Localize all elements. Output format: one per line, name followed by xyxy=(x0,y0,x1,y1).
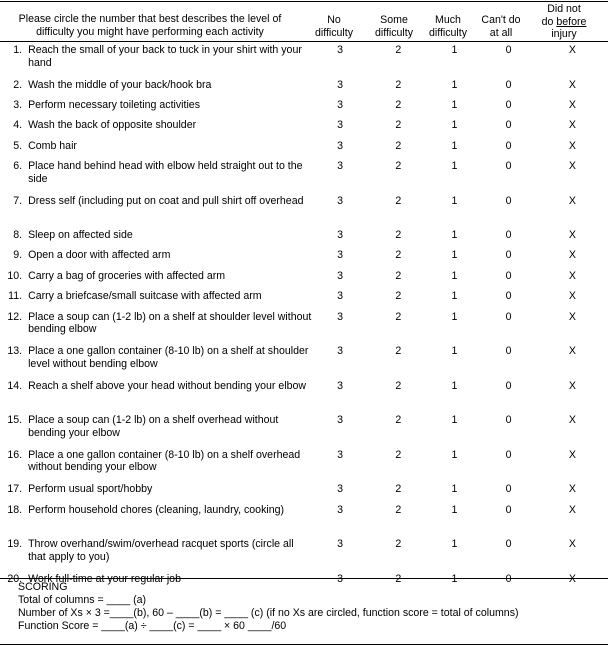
value-did-not-do[interactable]: X xyxy=(568,98,576,111)
column-header-line: difficulty xyxy=(374,26,414,39)
value-cant-do[interactable]: 0 xyxy=(505,194,512,207)
value-no-difficulty[interactable]: 3 xyxy=(337,44,344,56)
value-no-difficulty[interactable]: 3 xyxy=(337,139,344,152)
activity-row xyxy=(0,99,608,119)
activity-description: Carry a bag of groceries with affected arm xyxy=(28,269,226,282)
column-header-emphasis: before xyxy=(556,15,587,28)
value-some-difficulty[interactable]: 2 xyxy=(395,229,402,242)
value-cant-do[interactable]: 0 xyxy=(505,448,512,461)
value-much-difficulty[interactable]: 1 xyxy=(451,483,458,496)
value-did-not-do[interactable]: X xyxy=(568,139,576,152)
value-some-difficulty[interactable]: 2 xyxy=(395,345,402,358)
column-header-did-not-do xyxy=(532,3,596,41)
value-some-difficulty[interactable]: 2 xyxy=(395,160,402,173)
value-cant-do[interactable]: 0 xyxy=(505,538,512,551)
value-much-difficulty[interactable]: 1 xyxy=(451,249,458,262)
scoring-section xyxy=(18,581,603,633)
value-some-difficulty[interactable]: 2 xyxy=(395,414,402,427)
column-header-some-difficulty xyxy=(366,14,422,39)
header-rule xyxy=(0,41,608,42)
value-some-difficulty[interactable]: 2 xyxy=(395,310,402,323)
activity-row xyxy=(0,270,608,290)
value-did-not-do[interactable]: X xyxy=(568,44,576,56)
value-did-not-do[interactable]: X xyxy=(568,310,576,323)
activity-number: 15. xyxy=(7,414,23,427)
value-did-not-do[interactable]: X xyxy=(568,249,576,262)
scoring-title: SCORING xyxy=(18,581,68,593)
value-did-not-do[interactable]: X xyxy=(568,229,576,242)
activity-description: Carry a briefcase/small suitcase with affected arm xyxy=(28,290,262,303)
value-no-difficulty[interactable]: 3 xyxy=(337,160,344,173)
activity-description: Throw overhand/swim/overhead racquet sports (circle all that apply to you) xyxy=(28,538,294,563)
value-cant-do[interactable]: 0 xyxy=(505,139,512,152)
value-much-difficulty[interactable]: 1 xyxy=(451,194,458,207)
value-much-difficulty[interactable]: 1 xyxy=(451,119,458,132)
value-cant-do[interactable]: 0 xyxy=(505,78,512,91)
value-no-difficulty[interactable]: 3 xyxy=(337,538,344,551)
value-cant-do[interactable]: 0 xyxy=(505,414,512,427)
column-header-line: do xyxy=(541,15,557,28)
scoring-line-total: Total of columns = ____ (a) xyxy=(18,593,147,606)
value-some-difficulty[interactable]: 2 xyxy=(395,249,402,262)
header-instruction: Please circle the number that best describes the level of difficulty you might have performing each activity xyxy=(18,13,282,38)
value-some-difficulty[interactable]: 2 xyxy=(395,44,402,56)
activity-row xyxy=(0,119,608,139)
value-cant-do[interactable]: 0 xyxy=(505,249,512,262)
value-no-difficulty[interactable]: 3 xyxy=(337,119,344,132)
value-some-difficulty[interactable]: 2 xyxy=(395,269,402,282)
activity-table xyxy=(0,44,608,593)
activity-description: Place hand behind head with elbow held straight out to the side xyxy=(28,160,303,185)
value-much-difficulty[interactable]: 1 xyxy=(451,229,458,242)
value-cant-do[interactable]: 0 xyxy=(505,483,512,496)
value-some-difficulty[interactable]: 2 xyxy=(395,194,402,207)
activity-description: Place a one gallon container (8-10 lb) on a shelf overhead without bending your elbow xyxy=(28,448,301,474)
value-some-difficulty[interactable]: 2 xyxy=(395,538,402,551)
activity-description: Place a soup can (1-2 lb) on a shelf at shoulder level without bending elbow xyxy=(28,310,312,336)
activity-table-body xyxy=(0,44,608,593)
value-some-difficulty[interactable]: 2 xyxy=(395,98,402,111)
bottom-rule xyxy=(0,644,608,645)
value-much-difficulty[interactable]: 1 xyxy=(451,290,458,303)
column-header-line: Did not xyxy=(547,3,581,15)
value-did-not-do[interactable]: X xyxy=(568,414,576,427)
value-cant-do[interactable]: 0 xyxy=(505,160,512,173)
value-cant-do[interactable]: 0 xyxy=(505,269,512,282)
column-header-line: injury xyxy=(551,28,577,40)
activity-description: Perform usual sport/hobby xyxy=(28,483,153,496)
activity-row xyxy=(0,160,608,195)
column-header-no-difficulty xyxy=(306,14,362,39)
value-did-not-do[interactable]: X xyxy=(568,448,576,461)
activity-row xyxy=(0,290,608,310)
value-no-difficulty[interactable]: 3 xyxy=(337,194,344,207)
activity-description: Wash the middle of your back/hook bra xyxy=(28,78,212,91)
activity-number: 2. xyxy=(13,78,23,91)
value-cant-do[interactable]: 0 xyxy=(505,503,512,516)
column-header-line: Some xyxy=(380,14,408,26)
value-much-difficulty[interactable]: 1 xyxy=(451,503,458,516)
value-no-difficulty[interactable]: 3 xyxy=(337,310,344,323)
value-much-difficulty[interactable]: 1 xyxy=(451,448,458,461)
activity-row xyxy=(0,195,608,230)
value-no-difficulty[interactable]: 3 xyxy=(337,249,344,262)
scoring-line-function-score: Function Score = ____(a) ÷ ____(c) = ____ × 60 ____/60 xyxy=(18,619,287,632)
value-some-difficulty[interactable]: 2 xyxy=(395,483,402,496)
value-much-difficulty[interactable]: 1 xyxy=(451,538,458,551)
value-much-difficulty[interactable]: 1 xyxy=(451,78,458,91)
column-header-line: No xyxy=(327,14,341,26)
value-much-difficulty[interactable]: 1 xyxy=(451,345,458,358)
value-no-difficulty[interactable]: 3 xyxy=(337,78,344,91)
top-rule xyxy=(0,1,608,2)
activity-row xyxy=(0,249,608,269)
activity-description: Sleep on affected side xyxy=(28,229,133,242)
activity-number: 7. xyxy=(13,194,23,207)
value-much-difficulty[interactable]: 1 xyxy=(451,44,458,56)
value-cant-do[interactable]: 0 xyxy=(505,229,512,242)
value-much-difficulty[interactable]: 1 xyxy=(451,139,458,152)
value-much-difficulty[interactable]: 1 xyxy=(451,160,458,173)
value-cant-do[interactable]: 0 xyxy=(505,44,512,56)
activity-number: 13. xyxy=(7,345,23,358)
activity-description: Place a soup can (1-2 lb) on a shelf overhead without bending your elbow xyxy=(28,414,279,439)
value-no-difficulty[interactable]: 3 xyxy=(337,503,344,516)
value-cant-do[interactable]: 0 xyxy=(505,98,512,111)
value-no-difficulty[interactable]: 3 xyxy=(337,483,344,496)
value-much-difficulty[interactable]: 1 xyxy=(451,310,458,323)
value-no-difficulty[interactable]: 3 xyxy=(337,448,344,461)
value-cant-do[interactable]: 0 xyxy=(505,119,512,132)
activity-number: 4. xyxy=(13,119,23,132)
value-cant-do[interactable]: 0 xyxy=(505,379,512,392)
activity-number: 8. xyxy=(13,229,23,242)
value-some-difficulty[interactable]: 2 xyxy=(395,139,402,152)
value-some-difficulty[interactable]: 2 xyxy=(395,448,402,461)
activity-row xyxy=(0,345,608,380)
activity-number: 19. xyxy=(7,538,23,551)
activity-number: 18. xyxy=(7,503,23,516)
activity-number: 5. xyxy=(13,139,23,152)
activity-number: 3. xyxy=(13,98,23,111)
activity-number: 14. xyxy=(7,379,23,392)
activity-row xyxy=(0,449,608,484)
activity-description: Reach the small of your back to tuck in your shirt with your hand xyxy=(28,44,302,69)
activity-number: 1. xyxy=(13,44,23,56)
activity-number: 17. xyxy=(7,483,23,496)
activity-number: 6. xyxy=(13,160,23,173)
value-did-not-do[interactable]: X xyxy=(568,345,576,358)
value-did-not-do[interactable]: X xyxy=(568,483,576,496)
activity-row xyxy=(0,311,608,346)
value-much-difficulty[interactable]: 1 xyxy=(451,98,458,111)
value-no-difficulty[interactable]: 3 xyxy=(337,379,344,392)
activity-number: 12. xyxy=(7,310,23,323)
activity-number: 10. xyxy=(7,269,23,282)
value-did-not-do[interactable]: X xyxy=(568,78,576,91)
activity-description: Perform household chores (cleaning, laundry, cooking) xyxy=(28,503,285,516)
value-cant-do[interactable]: 0 xyxy=(505,345,512,358)
value-did-not-do[interactable]: X xyxy=(568,160,576,173)
activity-row xyxy=(0,44,608,79)
value-no-difficulty[interactable]: 3 xyxy=(337,98,344,111)
value-some-difficulty[interactable]: 2 xyxy=(395,503,402,516)
activity-row xyxy=(0,504,608,539)
activity-row xyxy=(0,483,608,503)
value-did-not-do[interactable]: X xyxy=(568,503,576,516)
column-header-much-difficulty xyxy=(420,14,476,39)
value-some-difficulty[interactable]: 2 xyxy=(395,78,402,91)
activity-description: Dress self (including put on coat and pull shirt off overhead xyxy=(28,194,304,207)
activity-number: 11. xyxy=(8,290,23,303)
activity-description: Reach a shelf above your head without bending your elbow xyxy=(28,379,307,392)
value-did-not-do[interactable]: X xyxy=(568,290,576,303)
activity-description: Wash the back of opposite shoulder xyxy=(28,119,197,132)
column-header-line: difficulty xyxy=(314,26,354,39)
activity-description: Place a one gallon container (8-10 lb) on a shelf at shoulder level without bending elbow xyxy=(28,345,309,370)
value-some-difficulty[interactable]: 2 xyxy=(395,290,402,303)
value-did-not-do[interactable]: X xyxy=(568,379,576,392)
activity-row xyxy=(0,79,608,99)
value-no-difficulty[interactable]: 3 xyxy=(337,414,344,427)
activity-row xyxy=(0,229,608,249)
value-some-difficulty[interactable]: 2 xyxy=(395,379,402,392)
value-did-not-do[interactable]: X xyxy=(568,119,576,132)
activity-number: 9. xyxy=(13,249,23,262)
column-header-line: Much xyxy=(435,14,461,26)
activity-row xyxy=(0,380,608,415)
value-did-not-do[interactable]: X xyxy=(568,194,576,207)
activity-description: Comb hair xyxy=(28,139,77,152)
activity-row xyxy=(0,538,608,573)
activity-description: Perform necessary toileting activities xyxy=(28,98,200,111)
column-header-line: difficulty xyxy=(428,26,468,39)
column-header-line: Can't do xyxy=(481,14,521,26)
scoring-line-xs: Number of Xs × 3 =____(b), 60 – ____(b) = ____ (c) (if no Xs are circled, function score = total of columns) xyxy=(18,606,519,619)
value-cant-do[interactable]: 0 xyxy=(505,310,512,323)
activity-number: 16. xyxy=(7,448,23,461)
value-some-difficulty[interactable]: 2 xyxy=(395,119,402,132)
value-much-difficulty[interactable]: 1 xyxy=(451,269,458,282)
value-much-difficulty[interactable]: 1 xyxy=(451,414,458,427)
value-did-not-do[interactable]: X xyxy=(568,538,576,551)
activity-row xyxy=(0,140,608,160)
value-did-not-do[interactable]: X xyxy=(568,269,576,282)
column-header-cant-do xyxy=(473,14,529,39)
activity-description: Open a door with affected arm xyxy=(28,249,171,262)
value-no-difficulty[interactable]: 3 xyxy=(337,345,344,358)
activity-row xyxy=(0,414,608,449)
value-no-difficulty[interactable]: 3 xyxy=(337,290,344,303)
value-much-difficulty[interactable]: 1 xyxy=(451,379,458,392)
column-header-line: at all xyxy=(489,26,513,39)
value-cant-do[interactable]: 0 xyxy=(505,290,512,303)
value-no-difficulty[interactable]: 3 xyxy=(337,269,344,282)
scoring-rule xyxy=(0,578,608,579)
value-no-difficulty[interactable]: 3 xyxy=(337,229,344,242)
